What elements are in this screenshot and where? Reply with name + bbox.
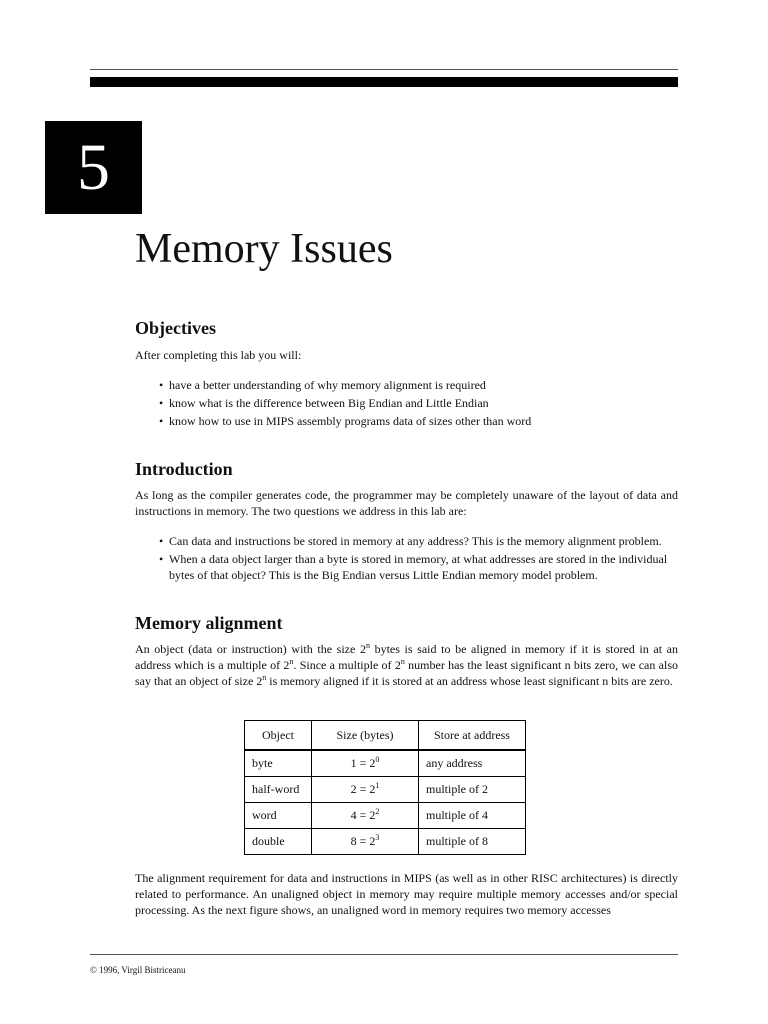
column-header: Size (bytes) [312,721,419,751]
list-item: • know how to use in MIPS assembly programs data of sizes other than word [159,414,532,428]
objectives-heading: Objectives [135,318,216,338]
memory-alignment-heading: Memory alignment [135,613,283,633]
objectives-intro: After completing this lab you will: [135,348,302,362]
chapter-title: Memory Issues [135,226,393,272]
chapter-number-box [45,121,142,214]
table-header-row [245,721,526,751]
header-thin-rule [90,69,678,70]
header-thick-rule [90,77,678,87]
alignment-requirement-paragraph: The alignment requirement for data and instructions in MIPS (as well as in other RISC architectures) is directly related to performance. An unaligned object in memory may require multiple memory accesses and/or special processing. As the next figure shows, an unaligned word in memory requires two memory accesses [135,871,678,917]
table-row: double $8 = 2^3$ multiple of 8 [245,829,526,855]
objectives-list [135,377,678,431]
list-item: • know what is the difference between Big Endian and Little Endian [159,396,489,410]
footer-rule [90,954,678,955]
list-item: • have a better understanding of why memory alignment is required [159,378,486,392]
footer-copyright: © 1996, Virgil Bistriceanu [90,965,186,975]
introduction-heading: Introduction [135,459,233,479]
table-row: byte $1 = 2^0$ any address [245,750,526,777]
alignment-table [244,720,526,855]
memory-alignment-paragraph: An object (data or instruction) with the size 2$^n$ bytes is said to be aligned in memory if it is stored in at an address which is a multiple of 2$^n$. Since a multiple of 2$^n$ number has the least significant n bits zero, we can also say that an object of size 2$^n$ is memory aligned if it is stored at an address whose least significant n bits are zero. [135,641,679,688]
table-row: word $4 = 2^2$ multiple of 4 [245,803,526,829]
introduction-paragraph: As long as the compiler generates code, the programmer may be completely unaware of the layout of data and instructions in memory. The two questions we address in this lab are: [135,488,678,518]
column-header: Store at address [419,721,526,751]
introduction-list [135,533,678,585]
column-header: Object [245,721,312,751]
list-item: • When a data object larger than a byte is stored in memory, at what addresses are stored in the individual bytes of that object? This is the Big Endian versus Little Endian memory model problem. [159,552,668,582]
chapter-number: 5 [77,130,110,204]
list-item: • Can data and instructions be stored in memory at any address? This is the memory alignment problem. [159,534,662,548]
table-row: half-word $2 = 2^1$ multiple of 2 [245,777,526,803]
